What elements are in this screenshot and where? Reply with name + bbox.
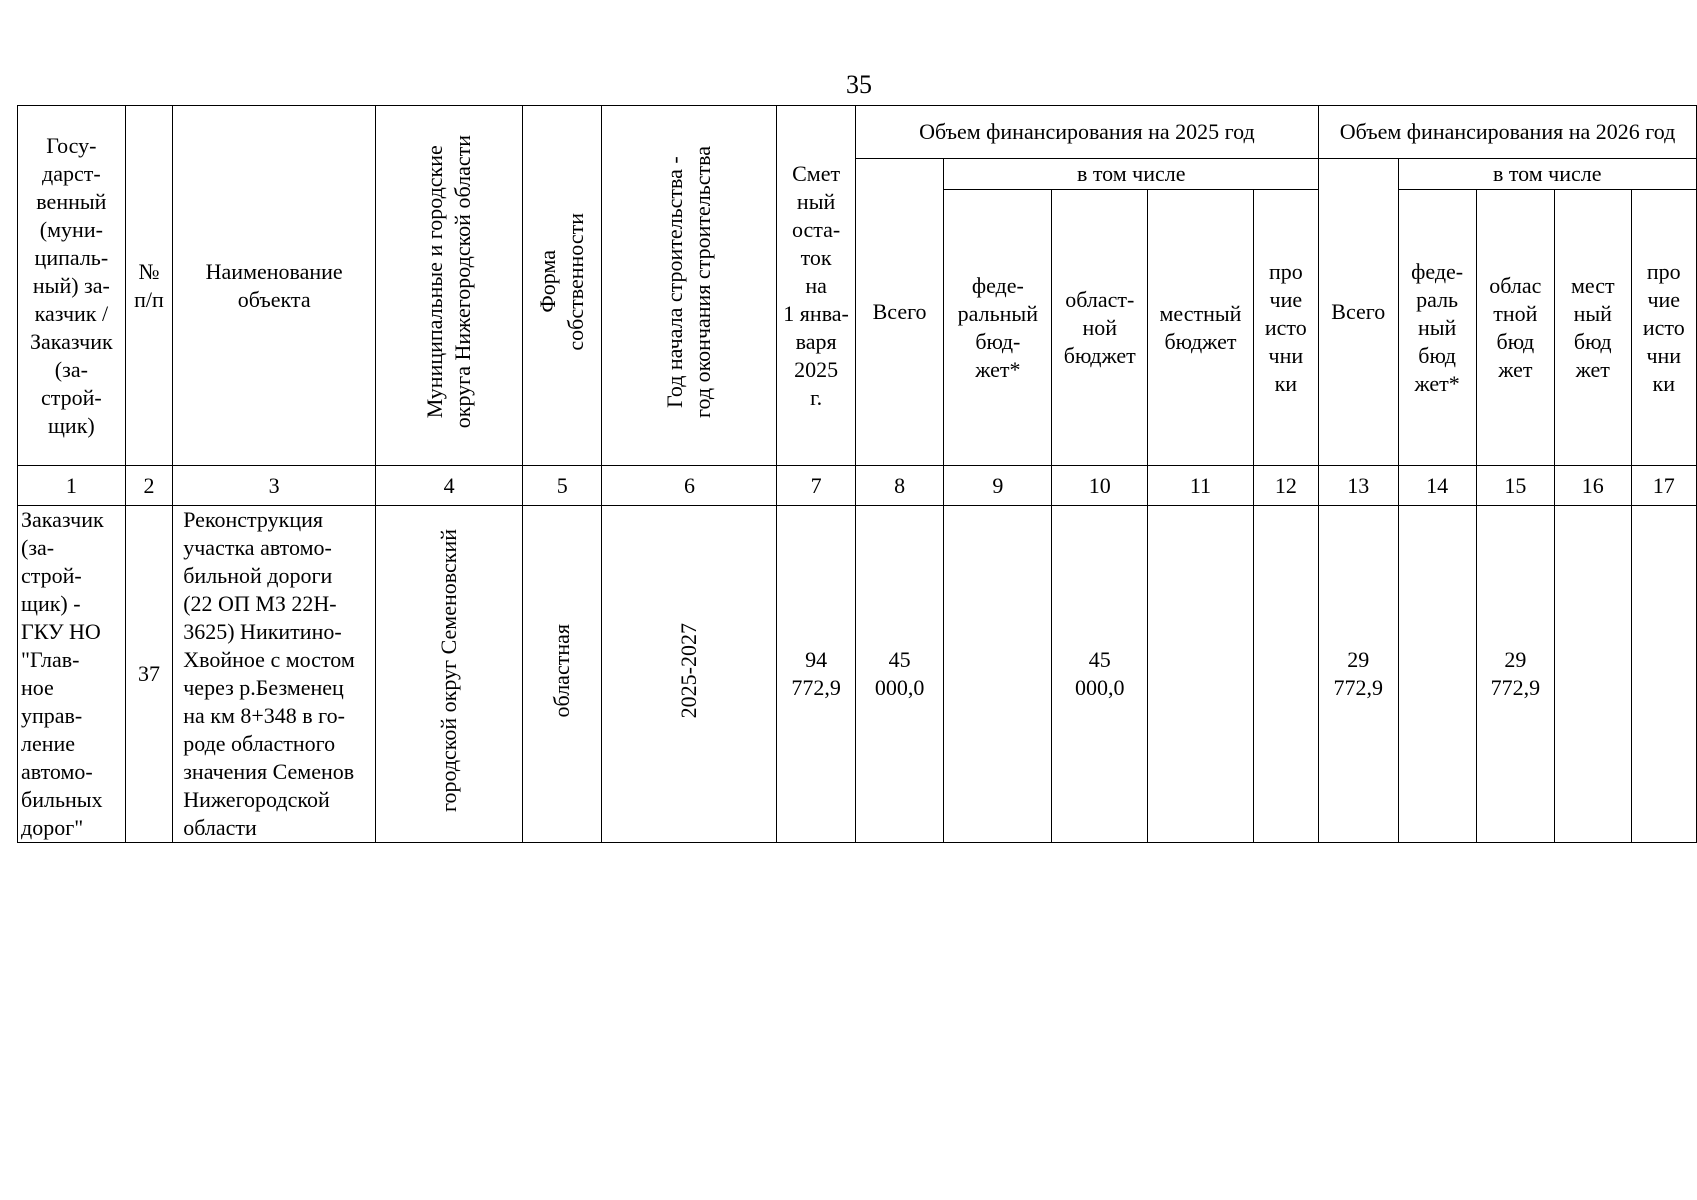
column-number: 7 [777, 466, 855, 506]
cell-federal-2025 [944, 506, 1052, 843]
cell-local-2025 [1148, 506, 1253, 843]
cell-other-2025 [1253, 506, 1318, 843]
column-number: 16 [1555, 466, 1632, 506]
header-row-1 [18, 106, 1697, 159]
header-total-2025: Всего [855, 159, 944, 466]
cell-number: 37 [125, 506, 173, 843]
cell-total-2025: 45 000,0 [855, 506, 944, 843]
cell-object-name: Реконструкция участка автомо- бильной дороги (22 ОП МЗ 22Н- 3625) Никитино- Хвойное с мостом через р.Безменец на км 8+348 в го- роде областного значения Семенов Нижегородской области [173, 506, 376, 843]
column-number: 6 [602, 466, 777, 506]
cell-ownership-form-text: областная [549, 623, 575, 718]
column-number: 15 [1476, 466, 1554, 506]
cell-regional-2025: 45 000,0 [1052, 506, 1148, 843]
column-number: 9 [944, 466, 1052, 506]
header-ownership-form-text: Форма собственности [535, 213, 589, 351]
column-number: 11 [1148, 466, 1253, 506]
header-financing-2026: Объем финансирования на 2026 год [1319, 106, 1697, 159]
header-construction-years [602, 106, 777, 466]
financing-table [17, 105, 1697, 843]
column-number: 13 [1319, 466, 1399, 506]
column-number: 2 [125, 466, 173, 506]
header-object-name: Наименование объекта [173, 106, 376, 466]
column-number: 14 [1398, 466, 1476, 506]
column-number: 17 [1631, 466, 1696, 506]
header-local-2026: мест ный бюд жет [1555, 190, 1632, 466]
header-other-2026: про чие исто чни ки [1631, 190, 1696, 466]
header-ownership-form [523, 106, 602, 466]
cell-federal-2026 [1398, 506, 1476, 843]
header-local-2025: местный бюджет [1148, 190, 1253, 466]
cell-other-2026 [1631, 506, 1696, 843]
header-customer: Госу- дарст- венный (муни- ципаль- ный) за- казчик / Заказчик (за- строй- щик) [18, 106, 126, 466]
cell-customer: Заказчик (за- строй- щик) - ГКУ НО "Глав- ное управ- ление автомо- бильных дорог" [18, 506, 126, 843]
header-total-2026: Всего [1319, 159, 1399, 466]
header-including-2026: в том числе [1398, 159, 1697, 190]
page-number: 35 [846, 70, 872, 99]
header-municipal-district-text: Муниципальные и городские округа Нижегородской области [422, 135, 476, 429]
header-other-2025: про чие исто чни ки [1253, 190, 1318, 466]
cell-municipal-district [376, 506, 523, 843]
cell-total-2026: 29 772,9 [1319, 506, 1399, 843]
table-row [18, 506, 1697, 843]
cell-construction-years-text: 2025-2027 [676, 622, 702, 719]
header-estimated-balance: Смет ный оста- ток на 1 янва- варя 2025 г. [777, 106, 855, 466]
column-number: 1 [18, 466, 126, 506]
cell-construction-years [602, 506, 777, 843]
cell-ownership-form [523, 506, 602, 843]
header-regional-2025: област- ной бюджет [1052, 190, 1148, 466]
column-number-row [18, 466, 1697, 506]
header-municipal-district [376, 106, 523, 466]
cell-regional-2026: 29 772,9 [1476, 506, 1554, 843]
header-federal-2025: феде- ральный бюд- жет* [944, 190, 1052, 466]
header-federal-2026: феде- раль ный бюд жет* [1398, 190, 1476, 466]
column-number: 10 [1052, 466, 1148, 506]
column-number: 4 [376, 466, 523, 506]
column-number: 8 [855, 466, 944, 506]
column-number: 5 [523, 466, 602, 506]
header-financing-2025: Объем финансирования на 2025 год [855, 106, 1318, 159]
column-number: 12 [1253, 466, 1318, 506]
cell-estimated-balance: 94 772,9 [777, 506, 855, 843]
column-number: 3 [173, 466, 376, 506]
header-regional-2026: облас тной бюд жет [1476, 190, 1554, 466]
cell-local-2026 [1555, 506, 1632, 843]
header-including-2025: в том числе [944, 159, 1319, 190]
header-number: № п/п [125, 106, 173, 466]
header-construction-years-text: Год начала строительства - год окончания строительства [662, 146, 716, 418]
cell-municipal-district-text: городской округ Семеновский [436, 529, 462, 812]
